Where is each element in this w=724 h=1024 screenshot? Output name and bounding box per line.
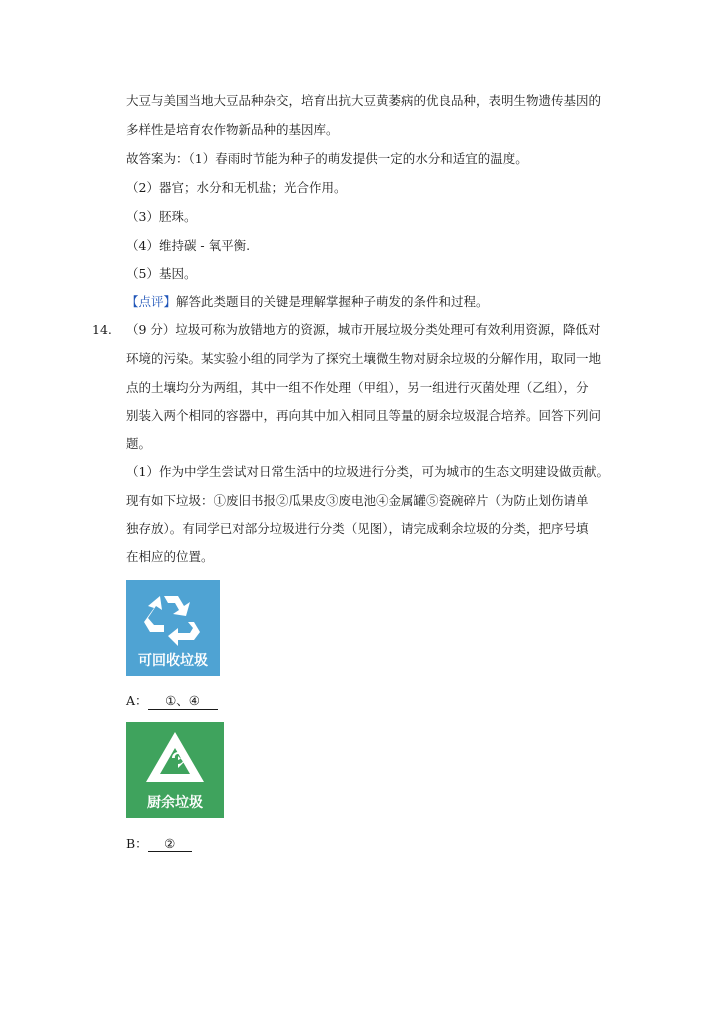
answer-b-prefix: B： — [126, 836, 148, 851]
paragraph-line: 多样性是培育农作物新品种的基因库。 — [126, 122, 339, 137]
subquestion-line: 现有如下垃圾：①废旧书报②瓜果皮③废电池④金属罐⑤瓷碗碎片（为防止划伤请单 — [126, 493, 589, 508]
comment-text: 解答此类题目的关键是理解掌握种子萌发的条件和过程。 — [176, 294, 489, 309]
answer-line: （4）维持碳 - 氧平衡. — [126, 238, 251, 253]
answer-a-prefix: A： — [126, 693, 148, 708]
answer-line: 故答案为：（1）春雨时节能为种子的萌发提供一定的水分和适宜的温度。 — [126, 151, 528, 166]
question-line: 环境的污染。某实验小组的同学为了探究土壤微生物对厨余垃圾的分解作用，取同一地 — [126, 351, 602, 366]
recyclable-bin-label: 可回收垃圾 — [138, 653, 208, 669]
subquestion-line: 独存放）。有同学已对部分垃圾进行分类（见图），请完成剩余垃圾的分类，把序号填 — [126, 521, 589, 536]
kitchen-bin-label: 厨余垃圾 — [147, 795, 203, 811]
recyclable-bin-image — [126, 580, 220, 676]
kitchen-bin-image — [126, 722, 224, 818]
question-line: （9 分）垃圾可称为放错地方的资源，城市开展垃圾分类处理可有效利用资源，降低对 — [126, 322, 601, 337]
answer-a-value: ①、④ — [148, 691, 218, 710]
question-number: 14. — [92, 322, 112, 337]
subquestion-line: （1）作为中学生尝试对日常生活中的垃圾进行分类，可为城市的生态文明建设做贡献。 — [126, 464, 609, 479]
comment-line — [126, 294, 489, 310]
subquestion-line: 在相应的位置。 — [126, 549, 214, 564]
triangle-arrow-icon — [142, 728, 208, 788]
comment-tag: 【点评】 — [126, 294, 177, 309]
question-line: 点的土壤均分为两组，其中一组不作处理（甲组），另一组进行灭菌处理（乙组），分 — [126, 380, 589, 395]
paragraph-line: 大豆与美国当地大豆品种杂交，培育出抗大豆黄萎病的优良品种，表明生物遗传基因的 — [126, 93, 602, 108]
answer-b — [126, 834, 192, 852]
answer-line: （5）基因。 — [126, 266, 197, 281]
answer-a — [126, 691, 218, 710]
answer-b-value: ② — [148, 836, 192, 852]
answer-line: （2）器官；水分和无机盐；光合作用。 — [126, 180, 347, 195]
question-line: 题。 — [126, 436, 152, 451]
answer-line: （3）胚珠。 — [126, 209, 197, 224]
question-line: 别装入两个相同的容器中，再向其中加入相同且等量的厨余垃圾混合培养。回答下列问 — [126, 408, 602, 423]
recycle-icon — [138, 588, 208, 648]
